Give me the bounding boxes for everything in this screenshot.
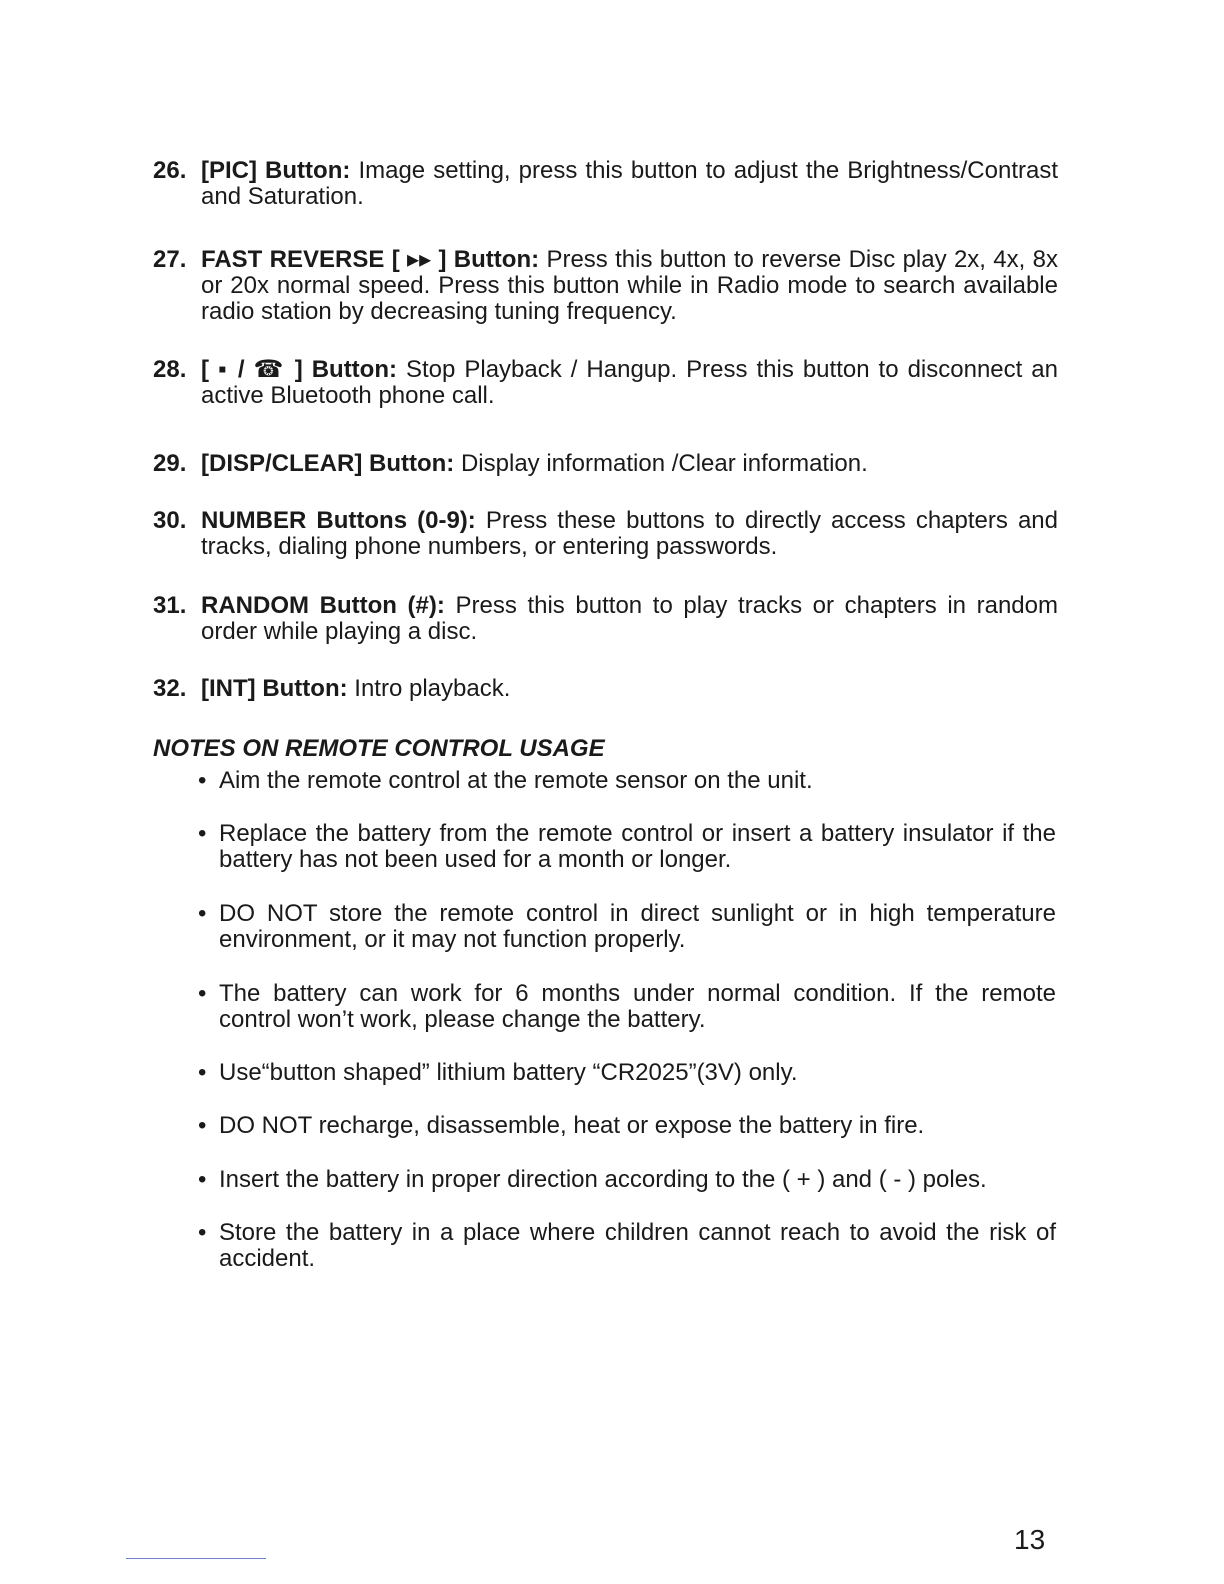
list-item-27: [153, 247, 1058, 325]
item-text: Intro playback.: [354, 675, 511, 702]
list-item-26: [153, 158, 1058, 210]
bullet-icon: •: [198, 820, 207, 847]
item-title: [ ▪ / ☎ ] Button:: [201, 356, 397, 383]
bullet-text: Insert the battery in proper direction according to the ( + ) and ( - ) poles.: [219, 1166, 987, 1193]
bullet-item: [198, 981, 1056, 1033]
item-number: 29.: [153, 450, 187, 477]
list-item-30: [153, 508, 1058, 560]
item-title: NUMBER Buttons (0-9):: [201, 507, 476, 534]
bullet-item: [198, 1060, 1056, 1086]
bullet-text: The battery can work for 6 months under normal condition. If the remote control won’t work, please change the battery.: [219, 980, 1056, 1033]
bullet-text: Aim the remote control at the remote sensor on the unit.: [219, 767, 813, 794]
page-number: 13: [1014, 1524, 1046, 1555]
footer-divider: [126, 1558, 266, 1559]
item-number: 27.: [153, 246, 187, 273]
bullet-icon: •: [198, 1166, 207, 1193]
bullet-item: [198, 768, 1056, 794]
item-text: Press this button to play tracks or chapters in random order while playing a disc.: [201, 592, 1058, 645]
item-number: 31.: [153, 592, 187, 619]
bullet-item: [198, 1113, 1056, 1139]
bullet-text: Use“button shaped” lithium battery “CR2025”(3V) only.: [219, 1059, 798, 1086]
bullet-icon: •: [198, 1112, 207, 1139]
list-item-29: [153, 451, 1058, 477]
item-text: Display information /Clear information.: [460, 450, 868, 477]
bullet-icon: •: [198, 1219, 207, 1246]
bullet-item: [198, 821, 1056, 873]
bullet-item: [198, 1167, 1056, 1193]
item-text: Image setting, press this button to adjust the Brightness/Contrast and Saturation.: [201, 157, 1059, 210]
bullet-item: [198, 1220, 1056, 1272]
list-item-31: [153, 593, 1058, 645]
bullet-text: DO NOT store the remote control in direct sunlight or in high temperature environment, or it may not function properly.: [219, 900, 1056, 953]
bullet-text: Store the battery in a place where children cannot reach to avoid the risk of accident.: [219, 1219, 1056, 1272]
item-number: 30.: [153, 507, 187, 534]
item-title: FAST REVERSE [ ▸▸ ] Button:: [201, 246, 540, 273]
item-title: [INT] Button:: [201, 675, 348, 702]
item-text: Press these buttons to directly access chapters and tracks, dialing phone numbers, or entering passwords.: [201, 507, 1058, 560]
bullet-icon: •: [198, 980, 207, 1007]
item-number: 32.: [153, 675, 187, 702]
list-item-32: [153, 676, 1058, 702]
item-number: 26.: [153, 157, 187, 184]
item-title: [PIC] Button:: [201, 157, 351, 184]
bullet-icon: •: [198, 1059, 207, 1086]
bullet-icon: •: [198, 900, 207, 927]
bullet-text: DO NOT recharge, disassemble, heat or expose the battery in fire.: [219, 1112, 925, 1139]
bullet-item: [198, 901, 1056, 953]
item-number: 28.: [153, 356, 187, 383]
bullet-icon: •: [198, 767, 207, 794]
item-text: Press this button to reverse Disc play 2x, 4x, 8x or 20x normal speed. Press this button while in Radio mode to search available radio station by decreasing tuning frequency.: [201, 246, 1059, 325]
item-title: [DISP/CLEAR] Button:: [201, 450, 455, 477]
section-heading: NOTES ON REMOTE CONTROL USAGE: [153, 735, 605, 762]
list-item-28: [153, 357, 1058, 409]
item-text: Stop Playback / Hangup. Press this button to disconnect an active Bluetooth phone call.: [201, 356, 1059, 409]
item-title: RANDOM Button (#):: [201, 592, 445, 619]
bullet-text: Replace the battery from the remote control or insert a battery insulator if the battery has not been used for a month or longer.: [219, 820, 1056, 873]
